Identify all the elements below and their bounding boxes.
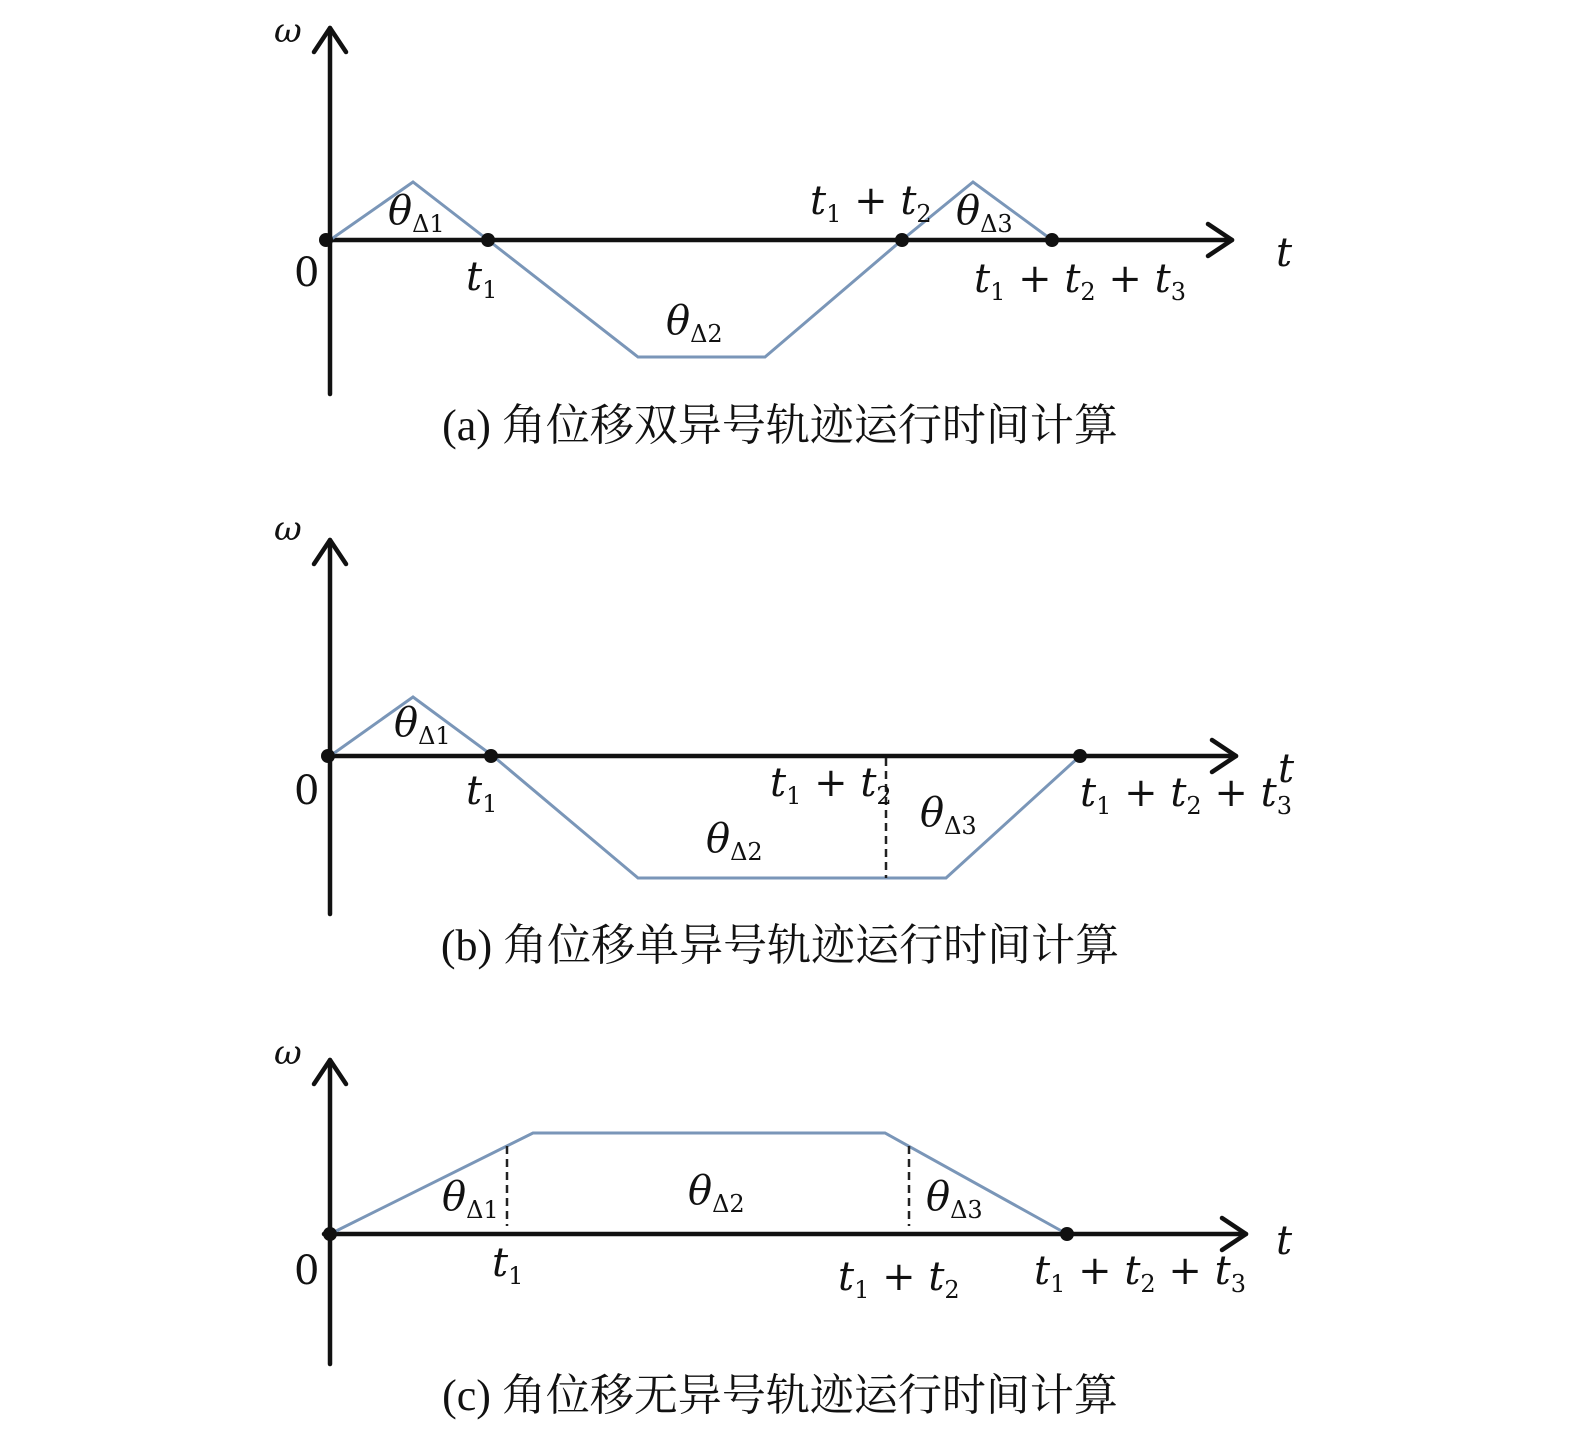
t1-plus-t2-plus-t3-dot bbox=[1073, 749, 1087, 763]
y-axis-label: ω bbox=[274, 11, 302, 51]
t1-plus-t2-dot bbox=[895, 233, 909, 247]
theta-delta-2-label: $\theta_{\Delta 2}$ bbox=[706, 816, 763, 866]
origin-label: 0 bbox=[294, 250, 320, 296]
t1-plus-t2-plus-t3-dot bbox=[1060, 1227, 1074, 1241]
origin-label: 0 bbox=[294, 1248, 320, 1294]
caption-b: (b) 角位移单异号轨迹运行时间计算 bbox=[440, 921, 1120, 970]
t1-plus-t2-plus-t3-dot bbox=[1045, 233, 1059, 247]
panel-c bbox=[274, 1033, 1293, 1420]
t1-label: $t_1$ bbox=[466, 254, 498, 304]
theta-delta-1-label: $\theta_{\Delta 1}$ bbox=[442, 1174, 499, 1224]
x-axis-label: t bbox=[1278, 746, 1295, 792]
theta-delta-2-label: $\theta_{\Delta 2}$ bbox=[666, 298, 723, 348]
t1-label: $t_1$ bbox=[466, 768, 498, 818]
caption-a: (a) 角位移双异号轨迹运行时间计算 bbox=[442, 401, 1118, 450]
t1-plus-t2-label: $t_1 + t_2$ bbox=[838, 1254, 960, 1304]
t1-plus-t2-label: $t_1 + t_2$ bbox=[770, 760, 892, 810]
t1-dot bbox=[481, 233, 495, 247]
theta-delta-3-label: $\theta_{\Delta 3}$ bbox=[926, 1174, 983, 1224]
theta-delta-1-label: $\theta_{\Delta 1}$ bbox=[394, 700, 451, 750]
t1-plus-t2-plus-t3-label: $t_1 + t_2 + t_3$ bbox=[1034, 1248, 1246, 1298]
t1-plus-t2-label: $t_1 + t_2$ bbox=[810, 178, 932, 228]
y-axis-label: ω bbox=[274, 1033, 302, 1073]
y-axis-label: ω bbox=[274, 509, 302, 549]
theta-delta-2-label: $\theta_{\Delta 2}$ bbox=[688, 1168, 745, 1218]
t1-plus-t2-plus-t3-label: $t_1 + t_2 + t_3$ bbox=[1080, 770, 1292, 820]
origin-dot bbox=[321, 749, 335, 763]
origin-label: 0 bbox=[294, 768, 320, 814]
caption-c: (c) 角位移无异号轨迹运行时间计算 bbox=[442, 1371, 1118, 1420]
theta-delta-3-label: $\theta_{\Delta 3}$ bbox=[956, 188, 1013, 238]
t1-plus-t2-plus-t3-label: $t_1 + t_2 + t_3$ bbox=[974, 256, 1186, 306]
x-axis-label: t bbox=[1276, 230, 1293, 276]
theta-delta-1-label: $\theta_{\Delta 1}$ bbox=[388, 188, 445, 238]
t1-label: $t_1$ bbox=[492, 1240, 524, 1290]
panel-a bbox=[274, 11, 1293, 450]
x-axis-label: t bbox=[1276, 1218, 1293, 1264]
panel-b bbox=[274, 509, 1295, 970]
theta-delta-3-label: $\theta_{\Delta 3}$ bbox=[920, 790, 977, 840]
t1-dot bbox=[484, 749, 498, 763]
origin-dot bbox=[319, 233, 333, 247]
origin-dot bbox=[323, 1227, 337, 1241]
